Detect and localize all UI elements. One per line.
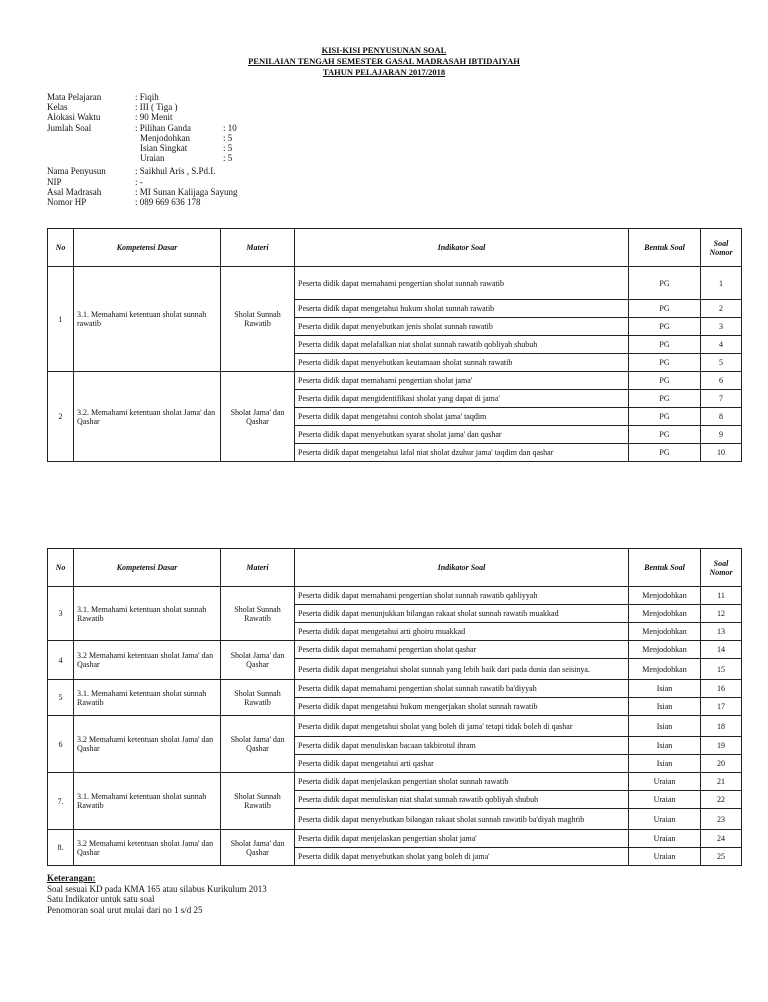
row-bentuk: Menjodohkan [629,659,701,680]
row-indikator: Peserta didik dapat mengetahui hukum sholat sunnah rawatib [295,300,629,318]
row-bentuk: Isian [629,737,701,755]
nip-label: NIP [47,176,62,187]
row-bentuk: PG [629,444,701,462]
row-indikator: Peserta didik dapat menyebutkan keutamaan sholat sunnah rawatib [295,354,629,372]
jumlah-pg-value: : 10 [223,122,237,133]
row-bentuk: PG [629,267,701,300]
row-nomor: 9 [701,426,742,444]
row-no: 2 [48,372,74,462]
header-no: No [48,229,74,267]
row-nomor: 11 [701,587,742,605]
row-nomor: 12 [701,605,742,623]
row-bentuk: PG [629,372,701,390]
row-bentuk: Menjodohkan [629,623,701,641]
row-no: 6 [48,716,74,773]
row-materi: Sholat Sunnah Rawatib [221,680,295,716]
header-bentuk: Bentuk Soal [629,549,701,587]
hp-value: : 089 669 636 178 [135,196,201,207]
identity-block [47,92,238,207]
row-indikator: Peserta didik dapat mengetahui arti ghoiru muakkad [295,623,629,641]
header-materi: Materi [221,229,295,267]
row-indikator: Peserta didik dapat menyebutkan jenis sholat sunnah rawatib [295,318,629,336]
row-nomor: 19 [701,737,742,755]
uraian-label: Uraian [140,153,165,164]
header-materi: Materi [221,549,295,587]
mapel-value: : Fiqih [135,92,159,102]
nip-value: : - [135,176,143,187]
row-indikator: Peserta didik dapat mengetahui lafal niat sholat dzuhur jama' taqdim dan qashar [295,444,629,462]
jumlah-pg-label: : Pilihan Ganda [135,122,191,133]
row-bentuk: PG [629,336,701,354]
row-nomor: 15 [701,659,742,680]
notes-line-1: Soal sesuai KD pada KMA 165 atau silabus Kurikulum 2013 [47,883,267,894]
row-bentuk: Uraian [629,773,701,791]
row-bentuk: PG [629,300,701,318]
table-row [48,773,742,791]
row-kompetensi: 3.1. Memahami ketentuan sholat sunnah Rawatib [74,680,221,716]
table-row [48,641,742,659]
alokasi-value: : 90 Menit [135,112,173,123]
row-indikator: Peserta didik dapat mengetahui arti qashar [295,755,629,773]
row-materi: Sholat Sunnah Rawatib [221,267,295,372]
row-no: 5 [48,680,74,716]
isian-value: : 5 [223,142,233,153]
table-row [48,267,742,300]
row-materi: Sholat Sunnah Rawatib [221,587,295,641]
header-kd: Kompetensi Dasar [74,229,221,267]
row-nomor: 23 [701,809,742,830]
row-indikator: Peserta didik dapat mengetahui hukum mengerjakan sholat sunnah rawatib [295,698,629,716]
row-indikator: Peserta didik dapat mengetahui contoh sholat jama' taqdim [295,408,629,426]
row-nomor: 3 [701,318,742,336]
row-bentuk: Uraian [629,830,701,848]
row-indikator: Peserta didik dapat menyebutkan syarat sholat jama' dan qashar [295,426,629,444]
row-kompetensi: 3.1. Memahami ketentuan sholat sunnah rawatib [74,267,221,372]
row-indikator: Peserta didik dapat menuliskan bacaan takbirotul ihram [295,737,629,755]
row-indikator: Peserta didik dapat mengetahui sholat yang boleh di jama' tetapi tidak boleh di qashar [295,716,629,737]
row-kompetensi: 3.2 Memahami ketentuan sholat Jama' dan Qashar [74,641,221,680]
row-no: 3 [48,587,74,641]
table-row [48,680,742,698]
row-nomor: 24 [701,830,742,848]
notes-line-2: Satu Indikator untuk satu soal [47,894,155,904]
title-line-3: TAHUN PELAJARAN 2017/2018 [322,67,446,77]
row-nomor: 6 [701,372,742,390]
row-bentuk: Menjodohkan [629,587,701,605]
row-bentuk: PG [629,390,701,408]
row-indikator: Peserta didik dapat melafalkan niat sholat sunnah rawatib qobliyah shubuh [295,336,629,354]
row-nomor: 17 [701,698,742,716]
madrasah-value: : MI Sunan Kalijaga Sayung [135,186,238,197]
header-nomor: Soal Nomor [701,549,742,587]
row-no: 8. [48,830,74,866]
uraian-value: : 5 [223,153,233,164]
row-materi: Sholat Sunnah Rawatib [221,773,295,830]
row-nomor: 8 [701,408,742,426]
row-materi: Sholat Jama' dan Qashar [221,372,295,462]
row-indikator: Peserta didik dapat memahami pengertian sholat sunnah rawatib ba'diyyah [295,680,629,698]
row-nomor: 25 [701,848,742,866]
row-no: 4 [48,641,74,680]
row-bentuk: Isian [629,755,701,773]
header-indikator: Indikator Soal [295,229,629,267]
row-nomor: 2 [701,300,742,318]
row-indikator: Peserta didik dapat menyebutkan sholat yang boleh di jama' [295,848,629,866]
row-bentuk: Uraian [629,809,701,830]
row-bentuk: PG [629,354,701,372]
header-no: No [48,549,74,587]
row-indikator: Peserta didik dapat memahami pengertian sholat qashar [295,641,629,659]
row-nomor: 5 [701,354,742,372]
row-bentuk: Isian [629,680,701,698]
penyusun-label: Nama Penyusun [47,166,106,177]
row-materi: Sholat Jama' dan Qashar [221,641,295,680]
row-bentuk: Menjodohkan [629,641,701,659]
kelas-label: Kelas [47,102,68,113]
kisi-table-1 [47,228,742,462]
header-bentuk: Bentuk Soal [629,229,701,267]
row-bentuk: Isian [629,698,701,716]
row-kompetensi: 3.2 Memahami ketentuan sholat Jama' dan Qashar [74,716,221,773]
document-title [0,45,768,78]
row-nomor: 4 [701,336,742,354]
row-bentuk: PG [629,408,701,426]
title-line-1: KISI-KISI PENYUSUNAN SOAL [321,45,447,55]
notes-heading: Keterangan: [47,873,96,883]
madrasah-label: Asal Madrasah [47,186,102,197]
notes-block [47,873,267,915]
row-indikator: Peserta didik dapat menuliskan niat shalat sunnah rawatib qobliyah shubuh [295,791,629,809]
row-indikator: Peserta didik dapat menjelaskan pengertian sholat sunnah rawatib [295,773,629,791]
table-row [48,716,742,737]
mapel-label: Mata Pelajaran [47,92,102,102]
row-bentuk: PG [629,426,701,444]
row-bentuk: Uraian [629,848,701,866]
row-nomor: 16 [701,680,742,698]
table-header-row [48,229,742,267]
row-indikator: Peserta didik dapat menjelaskan pengertian sholat jama' [295,830,629,848]
isian-label: Isian Singkat [140,142,188,153]
alokasi-label: Alokasi Waktu [47,112,101,123]
menjodohkan-value: : 5 [223,132,233,143]
row-nomor: 14 [701,641,742,659]
row-nomor: 13 [701,623,742,641]
notes-line-3: Penomoran soal urut mulai dari no 1 s/d 25 [47,904,203,915]
table-row [48,830,742,848]
row-kompetensi: 3.2. Memahami ketentuan sholat Jama' dan Qashar [74,372,221,462]
header-nomor: Soal Nomor [701,229,742,267]
row-nomor: 21 [701,773,742,791]
kisi-table-2 [47,548,742,866]
header-kd: Kompetensi Dasar [74,549,221,587]
row-indikator: Peserta didik dapat mengetahui sholat sunnah yang lebih baik dari pada dunia dan seisinya. [295,659,629,680]
row-nomor: 22 [701,791,742,809]
row-bentuk: Uraian [629,791,701,809]
header-indikator: Indikator Soal [295,549,629,587]
row-materi: Sholat Jama' dan Qashar [221,830,295,866]
row-nomor: 1 [701,267,742,300]
row-nomor: 7 [701,390,742,408]
row-kompetensi: 3.2 Memahami ketentuan sholat Jama' dan Qashar [74,830,221,866]
menjodohkan-label: Menjodohkan [140,132,190,143]
row-no: 7. [48,773,74,830]
row-nomor: 18 [701,716,742,737]
row-bentuk: PG [629,318,701,336]
row-materi: Sholat Jama' dan Qashar [221,716,295,773]
kelas-value: : III ( Tiga ) [135,102,178,113]
row-indikator: Peserta didik dapat memahami pengertian sholat sunnah rawatib [295,267,629,300]
row-indikator: Peserta didik dapat menunjukkan bilangan rakaat sholat sunnah rawatib muakkad [295,605,629,623]
table-header-row [48,549,742,587]
row-kompetensi: 3.1. Memahami ketentuan sholat sunnah Rawatib [74,587,221,641]
table-row [48,587,742,605]
row-indikator: Peserta didik dapat memahami pengertian sholat jama' [295,372,629,390]
row-bentuk: Isian [629,716,701,737]
row-no: 1 [48,267,74,372]
hp-label: Nomor HP [47,196,87,207]
table-row [48,372,742,390]
row-indikator: Peserta didik dapat mengidentifikasi sholat yang dapat di jama' [295,390,629,408]
jumlah-label: Jumlah Soal [47,122,92,133]
row-nomor: 20 [701,755,742,773]
row-nomor: 10 [701,444,742,462]
row-bentuk: Menjodohkan [629,605,701,623]
title-line-2: PENILAIAN TENGAH SEMESTER GASAL MADRASAH IBTIDAIYAH [248,56,520,66]
row-indikator: Peserta didik dapat menyebutkan bilangan rakaat sholat sunnah rawatib ba'diyah maghrib [295,809,629,830]
row-kompetensi: 3.1. Memahami ketentuan sholat sunnah Rawatib [74,773,221,830]
penyusun-value: : Saikhul Aris , S.Pd.I. [135,166,216,177]
row-indikator: Peserta didik dapat memahami pengertian sholat sunnah rawatib qabliyyah [295,587,629,605]
